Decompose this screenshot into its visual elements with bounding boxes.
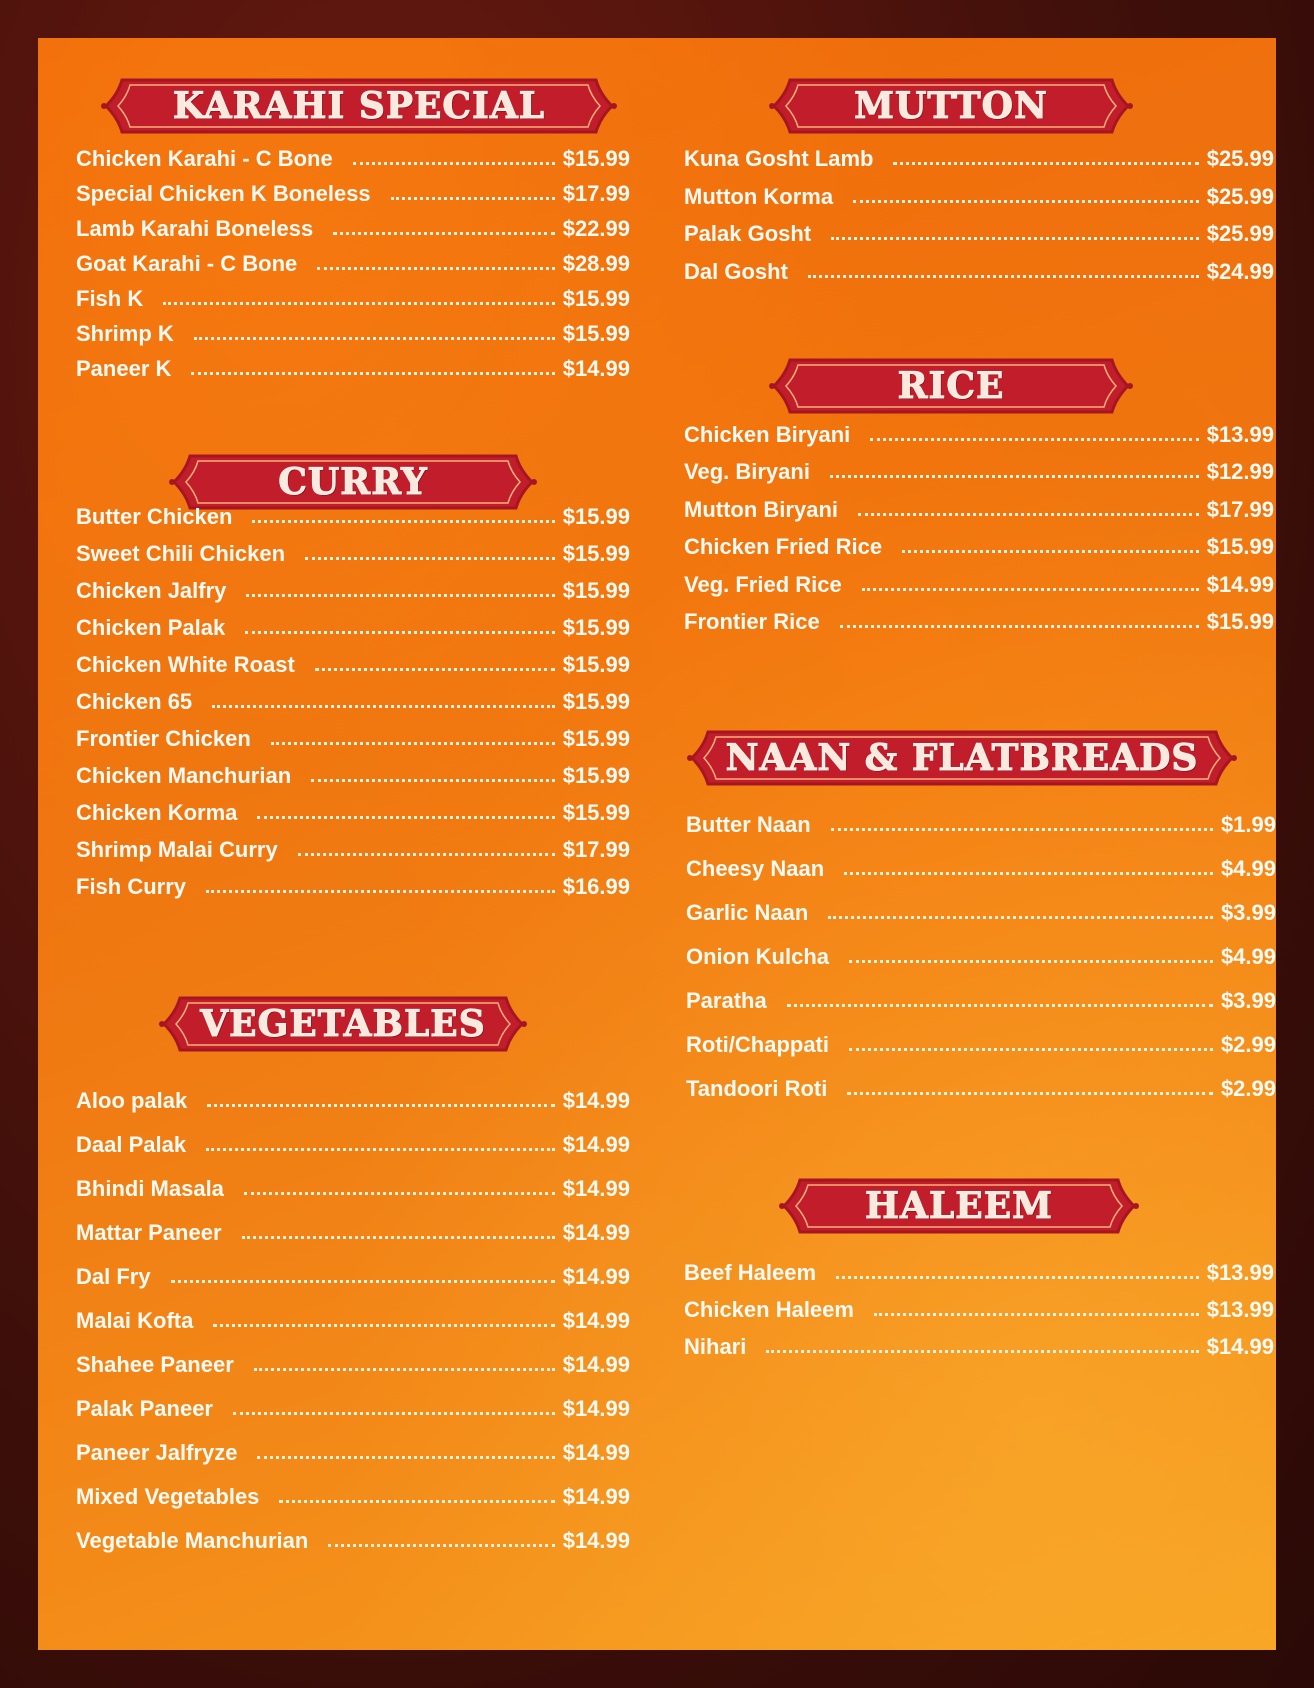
item-name: Chicken Biryani xyxy=(684,422,851,447)
menu-item xyxy=(76,212,630,242)
dot-leader xyxy=(207,1104,554,1107)
item-name: Aloo palak xyxy=(76,1088,188,1113)
dot-leader xyxy=(254,1368,555,1371)
item-price: $17.99 xyxy=(1206,497,1274,522)
item-name: Daal Palak xyxy=(76,1132,187,1157)
item-price: $14.99 xyxy=(562,1088,630,1113)
menu-item xyxy=(684,605,1274,635)
item-price: $14.99 xyxy=(562,1264,630,1289)
item-name: Tandoori Roti xyxy=(686,1076,828,1101)
dot-leader xyxy=(257,1456,554,1459)
dot-leader xyxy=(298,853,555,856)
item-name: Fish Curry xyxy=(76,874,187,899)
menu-item xyxy=(686,940,1276,970)
dot-leader xyxy=(279,1500,554,1503)
item-price: $24.99 xyxy=(1206,259,1274,284)
banner-vegetables xyxy=(158,992,528,1056)
dot-leader xyxy=(233,1412,555,1415)
banner-rice xyxy=(768,354,1134,418)
item-name: Malai Kofta xyxy=(76,1308,194,1333)
item-price: $14.99 xyxy=(562,1396,630,1421)
item-name: Roti/Chappati xyxy=(686,1032,829,1057)
menu-item xyxy=(76,142,630,172)
item-price: $14.99 xyxy=(562,1484,630,1509)
banner-mutton xyxy=(768,74,1134,138)
item-price: $13.99 xyxy=(1206,1297,1274,1322)
item-price: $3.99 xyxy=(1220,988,1276,1013)
menu-item xyxy=(76,759,630,789)
menu-item xyxy=(76,611,630,641)
menu-item xyxy=(76,574,630,604)
menu-item xyxy=(76,247,630,277)
dot-leader xyxy=(353,162,555,165)
menu-item xyxy=(684,568,1274,598)
menu-item xyxy=(686,1028,1276,1058)
menu-item xyxy=(76,1084,630,1114)
item-name: Mixed Vegetables xyxy=(76,1484,260,1509)
item-price: $4.99 xyxy=(1220,944,1276,969)
menu-item xyxy=(684,255,1274,285)
menu-item xyxy=(76,282,630,312)
item-price: $4.99 xyxy=(1220,856,1276,881)
dot-leader xyxy=(893,162,1198,165)
menu-item xyxy=(684,1330,1274,1360)
item-price: $15.99 xyxy=(562,504,630,529)
menu-item xyxy=(76,685,630,715)
menu-item xyxy=(76,1260,630,1290)
dot-leader xyxy=(171,1280,555,1283)
dot-leader xyxy=(853,200,1199,203)
item-name: Mutton Korma xyxy=(684,184,834,209)
item-name: Frontier Chicken xyxy=(76,726,251,751)
item-price: $13.99 xyxy=(1206,1260,1274,1285)
item-name: Chicken Haleem xyxy=(684,1297,854,1322)
item-price: $14.99 xyxy=(562,1220,630,1245)
dot-leader xyxy=(213,1324,554,1327)
item-name: Paneer Jalfryze xyxy=(76,1440,238,1465)
item-name: Dal Gosht xyxy=(684,259,788,284)
item-name: Fish K xyxy=(76,286,144,311)
item-name: Cheesy Naan xyxy=(686,856,825,881)
dot-leader xyxy=(333,232,555,235)
item-price: $14.99 xyxy=(1206,572,1274,597)
dot-leader xyxy=(870,438,1198,441)
dot-leader xyxy=(849,960,1213,963)
dot-leader xyxy=(252,520,554,523)
dot-leader xyxy=(206,1148,555,1151)
item-name: Chicken White Roast xyxy=(76,652,295,677)
dot-leader xyxy=(862,588,1199,591)
item-name: Lamb Karahi Boneless xyxy=(76,216,314,241)
dot-leader xyxy=(311,779,555,782)
dot-leader xyxy=(244,1192,555,1195)
section-title: VEGETABLES xyxy=(200,1003,486,1045)
item-price: $15.99 xyxy=(562,615,630,640)
menu-item xyxy=(684,455,1274,485)
item-price: $14.99 xyxy=(562,356,630,381)
dot-leader xyxy=(245,631,555,634)
section-title: CURRY xyxy=(278,461,428,503)
dot-leader xyxy=(257,816,554,819)
dot-leader xyxy=(847,1092,1213,1095)
item-name: Veg. Fried Rice xyxy=(684,572,842,597)
dot-leader xyxy=(766,1350,1198,1353)
item-price: $15.99 xyxy=(562,146,630,171)
item-name: Goat Karahi - C Bone xyxy=(76,251,298,276)
item-price: $14.99 xyxy=(562,1352,630,1377)
menu-item xyxy=(684,1293,1274,1323)
menu-item xyxy=(686,852,1276,882)
item-name: Garlic Naan xyxy=(686,900,809,925)
item-name: Shahee Paneer xyxy=(76,1352,234,1377)
dot-leader xyxy=(212,705,555,708)
menu-item xyxy=(76,1524,630,1554)
menu-item xyxy=(686,984,1276,1014)
menu-item xyxy=(686,808,1276,838)
item-price: $17.99 xyxy=(562,181,630,206)
item-price: $13.99 xyxy=(1206,422,1274,447)
item-name: Mattar Paneer xyxy=(76,1220,222,1245)
item-name: Vegetable Manchurian xyxy=(76,1528,309,1553)
menu-item xyxy=(76,317,630,347)
dot-leader xyxy=(902,550,1199,553)
item-name: Onion Kulcha xyxy=(686,944,829,969)
menu-item xyxy=(76,1480,630,1510)
item-name: Palak Gosht xyxy=(684,221,812,246)
menu-item xyxy=(76,177,630,207)
dot-leader xyxy=(206,890,555,893)
menu-item xyxy=(684,180,1274,210)
menu-item xyxy=(76,352,630,382)
section-title: MUTTON xyxy=(854,85,1048,127)
menu-item xyxy=(76,796,630,826)
dot-leader xyxy=(246,594,554,597)
section-title: HALEEM xyxy=(865,1185,1053,1227)
menu-item xyxy=(76,833,630,863)
menu-item xyxy=(684,217,1274,247)
item-name: Chicken Fried Rice xyxy=(684,534,883,559)
item-price: $14.99 xyxy=(1206,1334,1274,1359)
dot-leader xyxy=(787,1004,1213,1007)
dot-leader xyxy=(874,1313,1199,1316)
item-name: Butter Chicken xyxy=(76,504,233,529)
item-price: $2.99 xyxy=(1220,1076,1276,1101)
menu-item xyxy=(76,1348,630,1378)
menu-item xyxy=(684,530,1274,560)
dot-leader xyxy=(836,1276,1199,1279)
item-name: Palak Paneer xyxy=(76,1396,213,1421)
item-price: $15.99 xyxy=(562,689,630,714)
item-name: Chicken Korma xyxy=(76,800,238,825)
item-price: $25.99 xyxy=(1206,221,1274,246)
item-name: Kuna Gosht Lamb xyxy=(684,146,874,171)
menu-item xyxy=(76,870,630,900)
menu-item xyxy=(76,1172,630,1202)
banner-naan-flatbreads xyxy=(686,726,1238,790)
menu-item xyxy=(684,142,1274,172)
item-price: $14.99 xyxy=(562,1308,630,1333)
dot-leader xyxy=(849,1048,1213,1051)
item-price: $3.99 xyxy=(1220,900,1276,925)
menu-item xyxy=(686,896,1276,926)
menu-page xyxy=(38,38,1276,1650)
dot-leader xyxy=(830,475,1199,478)
dot-leader xyxy=(271,742,555,745)
item-name: Chicken Palak xyxy=(76,615,226,640)
menu-item xyxy=(76,1216,630,1246)
dot-leader xyxy=(828,916,1213,919)
item-price: $15.99 xyxy=(562,578,630,603)
dot-leader xyxy=(163,302,554,305)
menu-item xyxy=(76,1304,630,1334)
item-price: $25.99 xyxy=(1206,146,1274,171)
dot-leader xyxy=(191,372,554,375)
item-name: Butter Naan xyxy=(686,812,811,837)
item-name: Bhindi Masala xyxy=(76,1176,224,1201)
dot-leader xyxy=(391,197,555,200)
item-price: $15.99 xyxy=(1206,609,1274,634)
item-name: Sweet Chili Chicken xyxy=(76,541,286,566)
menu-item xyxy=(76,1392,630,1422)
item-price: $2.99 xyxy=(1220,1032,1276,1057)
menu-item xyxy=(76,1128,630,1158)
item-price: $16.99 xyxy=(562,874,630,899)
item-name: Chicken Karahi - C Bone xyxy=(76,146,333,171)
menu-item xyxy=(76,500,630,530)
item-price: $14.99 xyxy=(562,1132,630,1157)
item-name: Nihari xyxy=(684,1334,747,1359)
item-name: Special Chicken K Boneless xyxy=(76,181,371,206)
menu-item xyxy=(76,648,630,678)
item-price: $15.99 xyxy=(562,286,630,311)
menu-item xyxy=(76,722,630,752)
item-price: $17.99 xyxy=(562,837,630,862)
item-name: Chicken Jalfry xyxy=(76,578,227,603)
item-name: Dal Fry xyxy=(76,1264,151,1289)
dot-leader xyxy=(315,668,555,671)
item-name: Frontier Rice xyxy=(684,609,820,634)
item-price: $14.99 xyxy=(562,1528,630,1553)
dot-leader xyxy=(858,513,1199,516)
item-price: $14.99 xyxy=(562,1176,630,1201)
dot-leader xyxy=(317,267,554,270)
section-title: NAAN & FLATBREADS xyxy=(725,737,1199,779)
item-price: $15.99 xyxy=(562,321,630,346)
item-name: Shrimp Malai Curry xyxy=(76,837,278,862)
dot-leader xyxy=(831,237,1199,240)
menu-item xyxy=(76,1436,630,1466)
dot-leader xyxy=(305,557,555,560)
dot-leader xyxy=(194,337,555,340)
item-name: Mutton Biryani xyxy=(684,497,838,522)
section-title: KARAHI SPECIAL xyxy=(172,85,546,127)
dot-leader xyxy=(840,625,1199,628)
item-name: Paneer K xyxy=(76,356,172,381)
item-name: Paratha xyxy=(686,988,767,1013)
banner-haleem xyxy=(778,1174,1140,1238)
item-name: Beef Haleem xyxy=(684,1260,817,1285)
dot-leader xyxy=(831,828,1213,831)
menu-item xyxy=(76,537,630,567)
menu-item xyxy=(686,1072,1276,1102)
item-name: Chicken Manchurian xyxy=(76,763,292,788)
item-name: Chicken 65 xyxy=(76,689,193,714)
item-name: Shrimp K xyxy=(76,321,174,346)
menu-item xyxy=(684,1256,1274,1286)
item-price: $15.99 xyxy=(1206,534,1274,559)
item-price: $1.99 xyxy=(1220,812,1276,837)
menu-item xyxy=(684,418,1274,448)
item-price: $15.99 xyxy=(562,541,630,566)
menu-item xyxy=(684,493,1274,523)
banner-karahi-special xyxy=(100,74,618,138)
item-price: $15.99 xyxy=(562,652,630,677)
item-name: Veg. Biryani xyxy=(684,459,810,484)
dot-leader xyxy=(242,1236,555,1239)
item-price: $15.99 xyxy=(562,800,630,825)
item-price: $15.99 xyxy=(562,726,630,751)
item-price: $14.99 xyxy=(562,1440,630,1465)
item-price: $22.99 xyxy=(562,216,630,241)
dot-leader xyxy=(844,872,1213,875)
dot-leader xyxy=(808,275,1199,278)
item-price: $15.99 xyxy=(562,763,630,788)
section-title: RICE xyxy=(897,365,1005,407)
dot-leader xyxy=(328,1544,554,1547)
item-price: $28.99 xyxy=(562,251,630,276)
item-price: $25.99 xyxy=(1206,184,1274,209)
item-price: $12.99 xyxy=(1206,459,1274,484)
